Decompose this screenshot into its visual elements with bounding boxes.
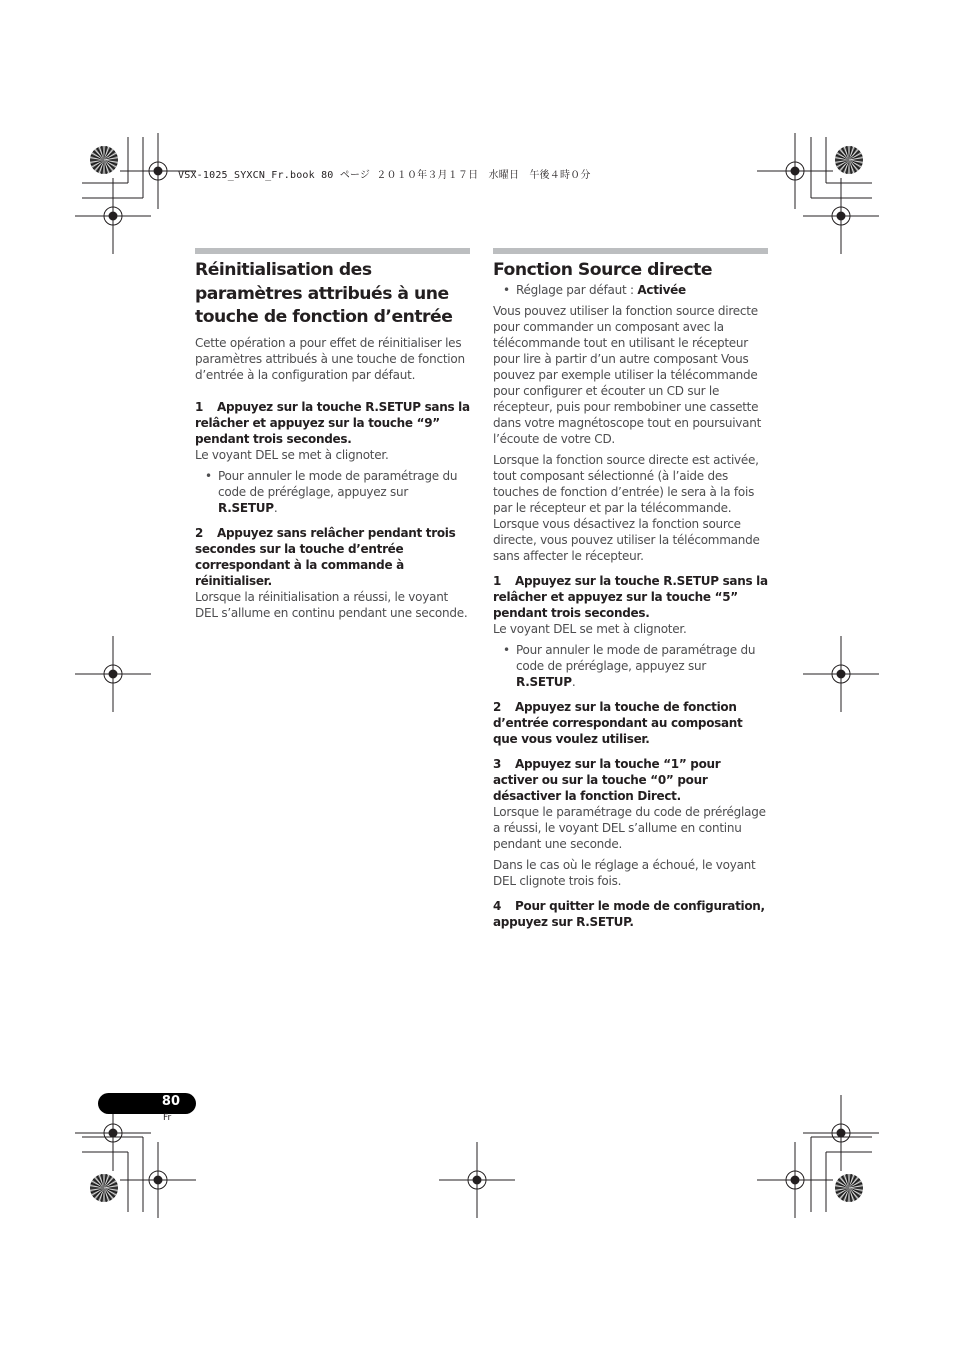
step-2-instruction: [493, 699, 768, 747]
step-3-failure-note: Dans le cas où le réglage a échoué, le voyant DEL clignote trois fois.: [493, 858, 756, 888]
registration-target-icon: [75, 178, 151, 254]
registration-target-icon: [75, 636, 151, 712]
step-text: Appuyez sur la touche R.SETUP sans la relâcher et appuyez sur la touche “9” pendant trois secondes.: [195, 399, 470, 446]
step-text: Appuyez sans relâcher pendant trois secondes sur la touche d’entrée correspondant à la commande à réinitialiser.: [195, 525, 456, 588]
step-1-result: Le voyant DEL se met à clignoter.: [493, 622, 687, 636]
section-title-direct-source: Fonction Source directe: [493, 260, 713, 280]
default-value: Activée: [637, 283, 686, 297]
step-text: Pour quitter le mode de configuration, appuyez sur R.SETUP.: [493, 899, 765, 929]
list-item: [493, 282, 768, 298]
print-header-line: VSX-1025_SYXCN_Fr.book 80 ページ ２０１０年３月１７日 水曜日 午後４時０分: [178, 170, 591, 181]
step-number: 1: [493, 574, 502, 588]
step-text: Appuyez sur la touche R.SETUP sans la relâcher et appuyez sur la touche “5” pendant trois secondes.: [493, 574, 768, 620]
bullet-text: Réglage par défaut :: [516, 283, 638, 297]
bullet-text: Pour annuler le mode de paramétrage du code de préréglage, appuyez sur: [218, 468, 458, 499]
left-column: [195, 248, 470, 621]
registration-target-icon: [757, 1142, 833, 1218]
sunburst-icon: [835, 146, 863, 174]
intro-paragraph: Cette opération a pour effet de réinitialiser les paramètres attribués à une touche de fonction d’entrée à la configuration par défaut.: [195, 335, 465, 382]
page-number-tab: [98, 1093, 196, 1114]
step-text: Appuyez sur la touche “1” pour activer ou sur la touche “0” pour désactiver la fonction Direct.: [493, 757, 721, 803]
sunburst-icon: [90, 146, 118, 174]
step-1-instruction: [195, 399, 470, 447]
list-item: [493, 642, 768, 690]
step-number: 2: [493, 700, 502, 714]
registration-target-icon: [803, 1095, 879, 1171]
step-number: 4: [493, 899, 502, 913]
right-column: [493, 248, 768, 930]
step-2-result: Lorsque la réinitialisation a réussi, le voyant DEL s’allume en continu pendant une seconde.: [195, 589, 468, 620]
bullet-icon: •: [503, 643, 510, 657]
bullet-suffix: .: [571, 675, 576, 689]
step-2-instruction: [195, 525, 470, 589]
paragraph-1: Vous pouvez utiliser la fonction source directe pour commander un composant avec la télécommande tout en utilisant le récepteur pour lire à partir d’un autre composant Vous pouvez par exemple utiliser la télécommande pour configurer et écouter un CD sur le récepteur, puis pour rembobiner une cassette dans votre magnétoscope tout en poursuivant l’écoute de votre CD.: [493, 304, 762, 446]
sunburst-icon: [90, 1174, 118, 1202]
step-1-bullets: [493, 642, 768, 690]
key-name: R.SETUP: [516, 675, 572, 689]
step-3-instruction: [493, 756, 768, 804]
key-name: R.SETUP: [218, 500, 274, 515]
list-item: [195, 468, 470, 516]
step-4-instruction: [493, 898, 768, 930]
step-3-result: Lorsque le paramétrage du code de préréglage a réussi, le voyant DEL s’allume en continu pendant une seconde.: [493, 805, 766, 851]
step-1-result: Le voyant DEL se met à clignoter.: [195, 447, 389, 462]
registration-target-icon: [439, 1142, 515, 1218]
section-title-reset: Réinitialisation des paramètres attribués à une touche de fonction d’entrée: [195, 260, 453, 327]
bullet-suffix: .: [273, 500, 278, 515]
default-setting-list: [493, 282, 768, 298]
page-language: Fr: [163, 1113, 172, 1123]
step-number: 3: [493, 757, 502, 771]
step-text: Appuyez sur la touche de fonction d’entrée correspondant au composant que vous voulez utiliser.: [493, 700, 743, 746]
step-1-instruction: [493, 573, 768, 621]
paragraph-2: Lorsque la fonction source directe est activée, tout composant sélectionné (à l’aide des touches de fonction d’entrée) le sera à la fois par le récepteur et par la télécommande. Lorsque vous désactivez la fonction source directe, vous pouvez utiliser la télécommande sans affecter le récepteur.: [493, 453, 760, 563]
bullet-icon: •: [205, 468, 212, 483]
step-number: 2: [195, 525, 204, 540]
section-rule: [195, 248, 470, 254]
section-rule: [493, 248, 768, 254]
registration-target-icon: [803, 178, 879, 254]
step-1-bullets: [195, 468, 470, 516]
registration-target-icon: [120, 1142, 196, 1218]
step-number: 1: [195, 399, 204, 414]
bullet-icon: •: [503, 283, 510, 297]
registration-target-icon: [803, 636, 879, 712]
page-number: 80: [161, 1094, 180, 1109]
bullet-text: Pour annuler le mode de paramétrage du code de préréglage, appuyez sur: [516, 643, 756, 673]
sunburst-icon: [835, 1174, 863, 1202]
